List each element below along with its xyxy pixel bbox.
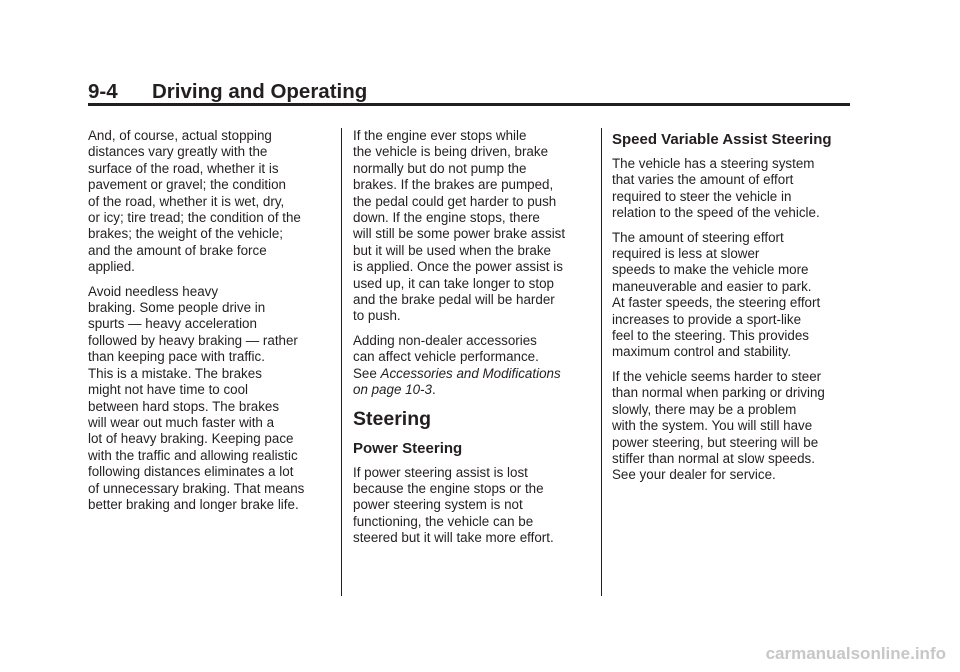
text-line: followed by heavy braking — rather xyxy=(88,332,298,348)
text-line: because the engine stops or the xyxy=(353,480,544,496)
text-line: with the system. You will still have xyxy=(612,418,813,434)
text-line: Avoid needless heavy xyxy=(88,283,219,299)
text-line: maximum control and stability. xyxy=(612,344,792,360)
text-line: feel to the steering. This provides xyxy=(612,328,810,344)
text-line: with the traffic and allowing realistic xyxy=(88,447,298,463)
text-line: down. If the engine stops, there xyxy=(353,210,540,226)
text-line: lot of heavy braking. Keeping pace xyxy=(88,431,294,447)
text-line: of unnecessary braking. That means xyxy=(88,480,305,496)
text-line: but it will be used when the brake xyxy=(353,242,552,258)
text-line: and the amount of brake force xyxy=(88,242,267,258)
text-line: can affect vehicle performance. xyxy=(353,349,539,365)
text-line: power steering, but steering will be xyxy=(612,434,819,450)
subheading-speed-variable-assist: Speed Variable Assist Steering xyxy=(612,131,832,148)
paragraph-accessories xyxy=(353,333,597,399)
text-line: normally but do not pump the xyxy=(353,160,527,176)
column-2 xyxy=(353,128,597,555)
paragraph-stopping-distances xyxy=(88,128,332,276)
text-line: At faster speeds, the steering effort xyxy=(612,295,821,311)
text-line: and the brake pedal will be harder xyxy=(353,292,555,308)
paragraph-steering-effort xyxy=(612,230,856,361)
text-line: If the engine ever stops while xyxy=(353,128,527,143)
text-line: required to steer the vehicle in xyxy=(612,188,792,204)
text-line: This is a mistake. The brakes xyxy=(88,365,262,381)
column-1 xyxy=(88,128,332,521)
accessories-link[interactable]: Accessories and Modifications xyxy=(380,365,561,381)
text-line: than normal when parking or driving xyxy=(612,385,825,401)
text-line: The amount of steering effort xyxy=(612,229,784,245)
text-line: speeds to make the vehicle more xyxy=(612,262,809,278)
text-line: functioning, the vehicle can be xyxy=(353,513,534,529)
text-line: that varies the amount of effort xyxy=(612,172,794,188)
text-line: Adding non-dealer accessories xyxy=(353,332,537,348)
text-line: brakes; the weight of the vehicle; xyxy=(88,226,284,242)
text-line: to push. xyxy=(353,308,401,324)
text-line: distances vary greatly with the xyxy=(88,144,268,160)
text-line: See your dealer for service. xyxy=(612,467,776,483)
text-line: brakes. If the brakes are pumped, xyxy=(353,177,554,193)
text-line: maneuverable and easier to park. xyxy=(612,278,812,294)
text-line: is applied. Once the power assist is xyxy=(353,259,563,275)
text-line: following distances eliminates a lot xyxy=(88,464,294,480)
text-line: surface of the road, whether it is xyxy=(88,160,279,176)
column-divider-2 xyxy=(601,128,602,596)
text-line: better braking and longer brake life. xyxy=(88,496,299,512)
text-line: And, of course, actual stopping xyxy=(88,128,272,143)
text-line: spurts — heavy acceleration xyxy=(88,316,257,332)
paragraph-steering-system xyxy=(612,156,856,222)
text-line: If the vehicle seems harder to steer xyxy=(612,368,822,384)
header-rule xyxy=(88,103,850,106)
column-divider-1 xyxy=(341,128,342,596)
paragraph-power-steering xyxy=(353,465,597,547)
text-line: stiffer than normal at slow speeds. xyxy=(612,450,815,466)
text-line: will still be some power brake assist xyxy=(353,226,566,242)
text-line: increases to provide a sport-like xyxy=(612,311,802,327)
watermark-logo: carmanualsonline.info xyxy=(765,644,946,663)
text-line: slowly, there may be a problem xyxy=(612,401,797,417)
text-line: required is less at slower xyxy=(612,246,760,262)
chapter-title: Driving and Operating xyxy=(152,80,368,103)
text-line: steered but it will take more effort. xyxy=(353,530,554,546)
text-line: will wear out much faster with a xyxy=(88,414,275,430)
accessories-page-link[interactable]: on page 10-3 xyxy=(353,382,432,398)
column-3 xyxy=(612,128,856,492)
paragraph-heavy-braking xyxy=(88,284,332,514)
text-line: of the road, whether it is wet, dry, xyxy=(88,193,285,209)
paragraph-engine-stops xyxy=(353,128,597,325)
text-line: If power steering assist is lost xyxy=(353,464,528,480)
subheading-power-steering: Power Steering xyxy=(353,439,463,457)
text-line: pavement or gravel; the condition xyxy=(88,177,287,193)
text-line: power steering system is not xyxy=(353,497,523,513)
text-line: might not have time to cool xyxy=(88,382,249,398)
text-line: than keeping pace with traffic. xyxy=(88,349,265,365)
text-line: the vehicle is being driven, brake xyxy=(353,144,549,160)
text-line: or icy; tire tread; the condition of the xyxy=(88,210,301,226)
text-line: The vehicle has a steering system xyxy=(612,156,815,171)
text-line: braking. Some people drive in xyxy=(88,300,266,316)
see-text: See xyxy=(353,365,381,381)
page-number: 9-4 xyxy=(88,80,118,103)
text-line: between hard stops. The brakes xyxy=(88,398,280,414)
text-line: relation to the speed of the vehicle. xyxy=(612,205,820,221)
section-heading-steering: Steering xyxy=(353,407,432,430)
ref-period: . xyxy=(431,382,436,398)
paragraph-steering-problem xyxy=(612,369,856,484)
text-line: used up, it can take longer to stop xyxy=(353,275,554,291)
text-line: applied. xyxy=(88,259,135,275)
text-line: the pedal could get harder to push xyxy=(353,193,557,209)
